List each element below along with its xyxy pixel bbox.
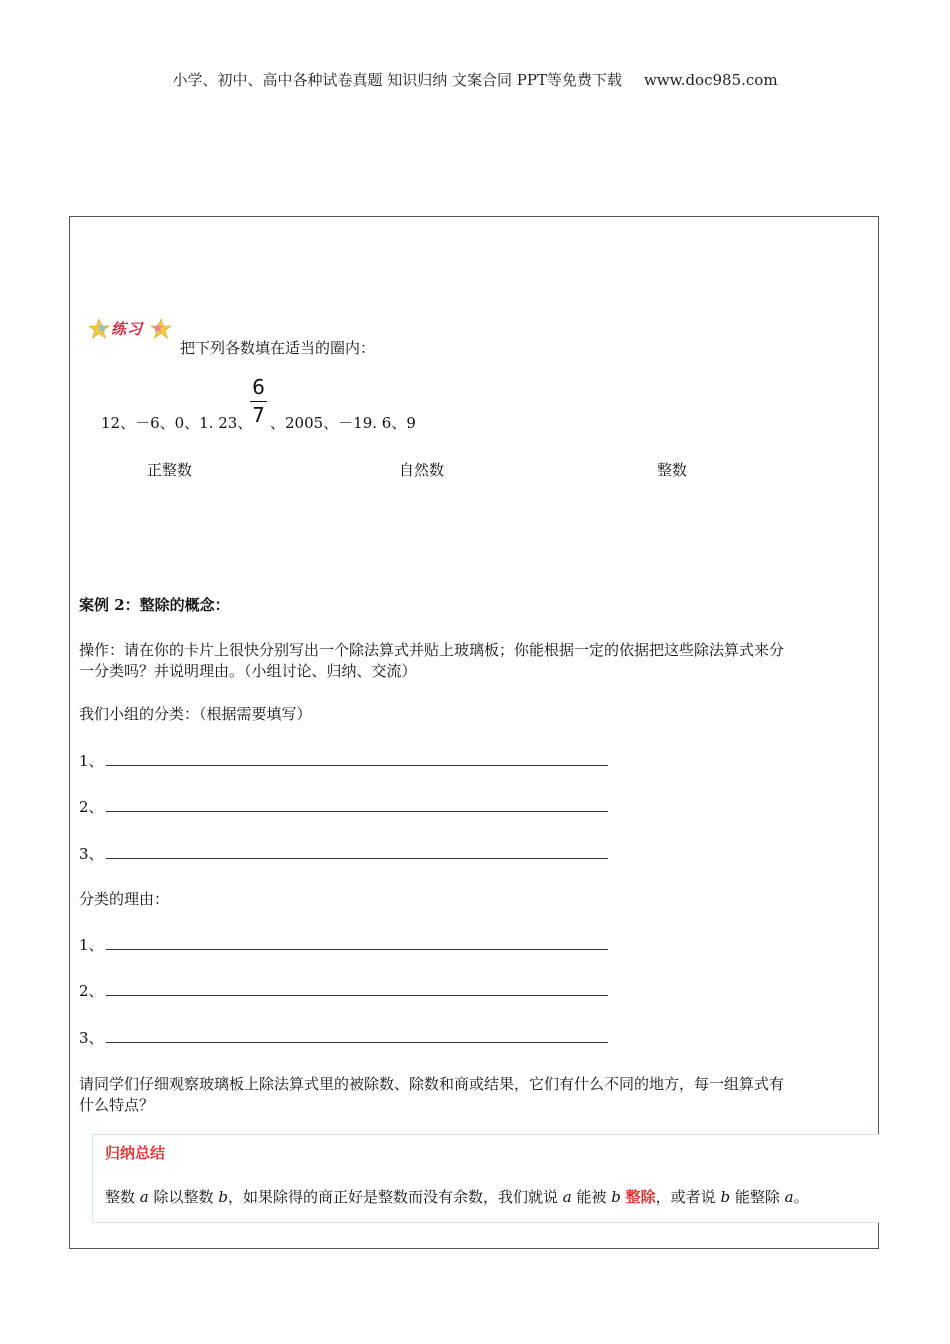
reason-item-1: [79, 934, 608, 955]
variable-b: b: [218, 1188, 228, 1206]
reason-label: 分类的理由：: [79, 890, 170, 908]
summary-part: ，如果除得的商正好是整数而没有余数，我们就说: [227, 1188, 558, 1206]
operation-line-2: 一分类吗？并说明理由。（小组讨论、归纳、交流）: [79, 662, 417, 680]
summary-part: ，或者说: [655, 1188, 716, 1206]
summary-part: 能被: [576, 1188, 607, 1206]
group-item-number: 2、: [79, 798, 104, 816]
category-positive-integers: 正整数: [147, 461, 193, 479]
fill-blank[interactable]: [106, 751, 608, 766]
group-item-number: 1、: [79, 752, 104, 770]
page-header: [0, 69, 950, 90]
fill-blank[interactable]: [106, 1028, 608, 1043]
group-item-2: [79, 796, 608, 817]
keyword-divisible: 整除: [625, 1188, 656, 1206]
fraction-six-sevenths: [250, 376, 267, 426]
fill-blank[interactable]: [106, 844, 608, 859]
summary-part: 除以整数: [153, 1188, 214, 1206]
numbers-after-fraction: 、2005、－19. 6、9: [270, 414, 416, 432]
case2-title: 案例 2：整除的概念：: [79, 596, 230, 614]
fill-blank[interactable]: [106, 935, 608, 950]
reason-item-number: 3、: [79, 1029, 104, 1047]
question-line-2: 什么特点？: [79, 1096, 155, 1114]
reason-item-number: 2、: [79, 982, 104, 1000]
summary-part: 整数: [105, 1188, 136, 1206]
variable-a: a: [139, 1188, 149, 1206]
header-url[interactable]: www.doc985.com: [643, 71, 778, 89]
group-classification-label: 我们小组的分类：（根据需要填写）: [79, 705, 312, 723]
star-icon-left: [89, 319, 109, 338]
exercise-instruction: 把下列各数填在适当的圈内：: [180, 339, 376, 357]
content-frame: [69, 216, 879, 1249]
group-item-1: [79, 750, 608, 771]
exercise-badge-label: 练习: [111, 320, 144, 338]
fraction-denominator: 7: [252, 403, 265, 427]
reason-item-3: [79, 1027, 608, 1048]
category-integers: 整数: [657, 461, 688, 479]
numbers-before-fraction: 12、－6、0、1. 23、: [101, 414, 253, 432]
variable-b: b: [720, 1188, 731, 1206]
summary-text: [105, 1186, 809, 1207]
operation-line-1: 操作：请在你的卡片上很快分别写出一个除法算式并贴上玻璃板；你能根据一定的依据把这些除法算式来分: [79, 641, 785, 659]
fill-blank[interactable]: [106, 797, 608, 812]
category-natural-numbers: 自然数: [399, 461, 445, 479]
variable-b: b: [611, 1188, 621, 1206]
star-icon-right: [151, 319, 171, 338]
fill-blank[interactable]: [106, 981, 608, 996]
reason-item-number: 1、: [79, 936, 104, 954]
summary-part: 。: [793, 1188, 809, 1206]
fraction-numerator: 6: [252, 375, 265, 399]
summary-title: 归纳总结: [105, 1144, 166, 1162]
header-text: 小学、初中、高中各种试卷真题 知识归纳 文案合同 PPT等免费下载: [172, 71, 622, 89]
fraction-bar: [250, 401, 267, 402]
summary-part: 能整除: [734, 1188, 780, 1206]
group-item-number: 3、: [79, 845, 104, 863]
reason-item-2: [79, 980, 608, 1001]
variable-a: a: [562, 1188, 572, 1206]
question-line-1: 请同学们仔细观察玻璃板上除法算式里的被除数、除数和商或结果，它们有什么不同的地方，每一组算式有: [79, 1075, 785, 1093]
summary-box: [92, 1134, 880, 1223]
group-item-3: [79, 843, 608, 864]
variable-a: a: [784, 1188, 794, 1206]
